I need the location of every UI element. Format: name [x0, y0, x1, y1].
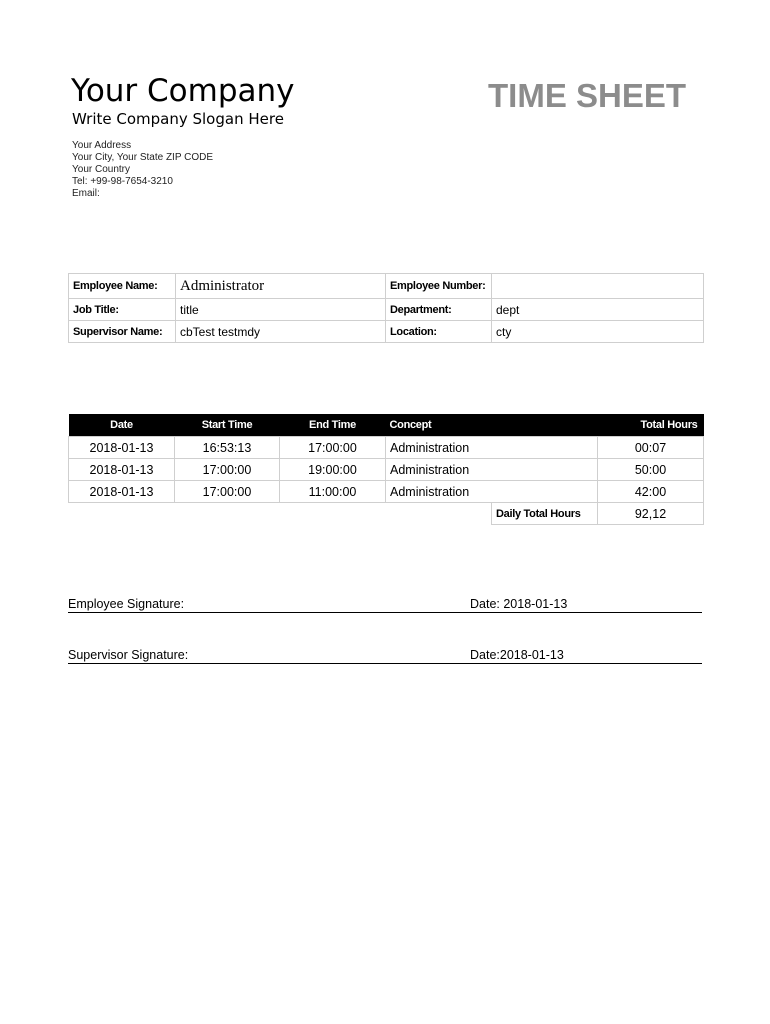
cell-start-time: 17:00:00 [175, 481, 280, 503]
cell-end-time: 11:00:00 [280, 481, 386, 503]
job-title-label: Job Title: [69, 299, 176, 321]
column-header-total-hours: Total Hours [598, 414, 704, 437]
location-value: cty [492, 321, 704, 343]
info-row [69, 299, 704, 321]
info-row [69, 321, 704, 343]
daily-total-row [69, 503, 704, 525]
cell-total-hours: 50:00 [598, 459, 704, 481]
cell-concept: Administration [386, 459, 598, 481]
employee-signature-line [68, 596, 702, 613]
column-header-date: Date [69, 414, 175, 437]
daily-total-value: 92,12 [598, 503, 704, 525]
supervisor-signature-label: Supervisor Signature: [68, 648, 189, 662]
city-line: Your City, Your State ZIP CODE [72, 152, 213, 163]
table-row [69, 437, 704, 459]
employee-signature-label: Employee Signature: [68, 597, 185, 611]
table-row [69, 481, 704, 503]
column-header-end-time: End Time [280, 414, 386, 437]
document-title: TIME SHEET [488, 77, 687, 114]
cell-date: 2018-01-13 [69, 481, 175, 503]
cell-total-hours: 00:07 [598, 437, 704, 459]
table-header-row [69, 414, 704, 437]
phone-line: Tel: +99-98-7654-3210 [72, 176, 173, 187]
employee-number-value [492, 274, 704, 299]
table-row [69, 459, 704, 481]
cell-total-hours: 42:00 [598, 481, 704, 503]
cell-end-time: 19:00:00 [280, 459, 386, 481]
cell-date: 2018-01-13 [69, 459, 175, 481]
cell-start-time: 17:00:00 [175, 459, 280, 481]
cell-concept: Administration [386, 437, 598, 459]
timesheet-table [68, 414, 704, 525]
cell-end-time: 17:00:00 [280, 437, 386, 459]
column-header-start-time: Start Time [175, 414, 280, 437]
spacer [69, 503, 492, 525]
address-line: Your Address [72, 140, 132, 151]
email-line: Email: [72, 188, 100, 199]
daily-total-label: Daily Total Hours [492, 503, 598, 525]
supervisor-name-value: cbTest testmdy [176, 321, 386, 343]
employee-name-label: Employee Name: [69, 274, 176, 299]
column-header-concept: Concept [386, 414, 598, 437]
employee-info-table [68, 273, 704, 343]
employee-signature-date: Date: 2018-01-13 [470, 597, 568, 611]
country-line: Your Country [72, 164, 130, 175]
department-label: Department: [386, 299, 492, 321]
cell-concept: Administration [386, 481, 598, 503]
department-value: dept [492, 299, 704, 321]
company-address [72, 140, 213, 200]
info-row [69, 274, 704, 299]
supervisor-name-label: Supervisor Name: [69, 321, 176, 343]
employee-number-label: Employee Number: [386, 274, 492, 299]
job-title-value: title [176, 299, 386, 321]
location-label: Location: [386, 321, 492, 343]
supervisor-signature-line [68, 647, 702, 664]
cell-start-time: 16:53:13 [175, 437, 280, 459]
employee-name-value: Administrator [176, 274, 386, 299]
company-name: Your Company [71, 73, 295, 109]
company-slogan: Write Company Slogan Here [72, 110, 284, 128]
supervisor-signature-date: Date:2018-01-13 [470, 648, 564, 662]
cell-date: 2018-01-13 [69, 437, 175, 459]
